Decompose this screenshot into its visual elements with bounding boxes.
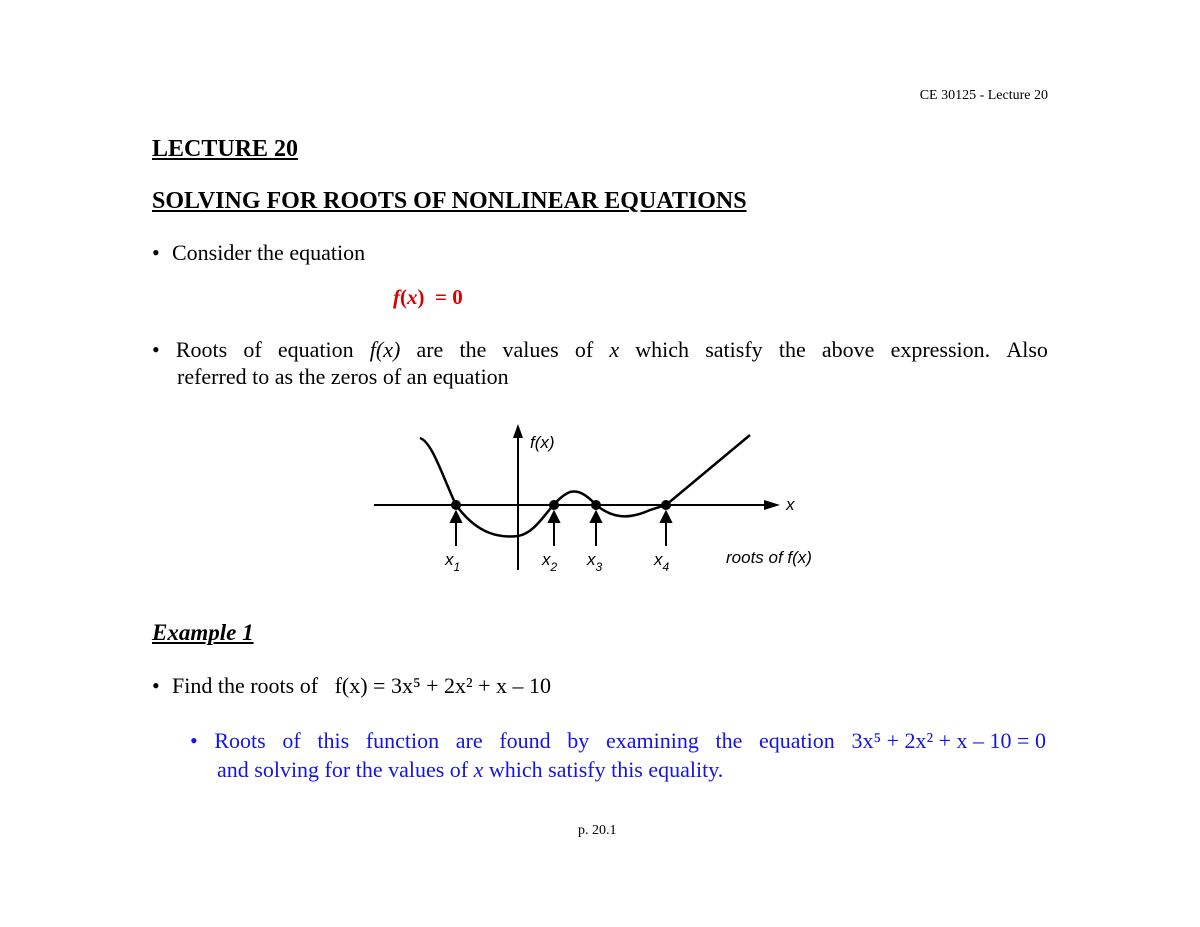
word: function — [365, 728, 440, 753]
bullet-consider — [152, 240, 365, 266]
word: of — [243, 337, 262, 362]
lecture-title: LECTURE 20 — [152, 136, 299, 162]
root-arrowhead-4 — [661, 512, 671, 522]
find-prefix: Find the roots of — [172, 673, 319, 698]
root-arrowhead-3 — [591, 512, 601, 522]
line2-var: x — [473, 757, 484, 782]
root-arrowhead-1 — [451, 512, 461, 522]
word: values — [502, 337, 559, 362]
x-axis-label: x — [786, 495, 795, 514]
word: by — [567, 728, 590, 753]
line2-prefix: and solving for the values of — [217, 757, 469, 782]
word: the — [715, 728, 743, 753]
word-fx: f(x) — [369, 337, 401, 362]
page-header: CE 30125 - Lecture 20 — [919, 88, 1048, 103]
root-label-2: $x_2$ — [542, 550, 558, 574]
blue-bullet-line2 — [217, 757, 723, 783]
root-label-3: $x_3$ — [587, 550, 603, 574]
roots-caption: roots of f(x) — [726, 548, 812, 567]
word: this — [317, 728, 350, 753]
root-point-4 — [661, 500, 671, 510]
word: found — [499, 728, 551, 753]
function-curve — [420, 435, 750, 536]
word: of — [282, 728, 301, 753]
root-label-4: $x_4$ — [654, 550, 670, 574]
word: of — [574, 337, 594, 362]
root-point-3 — [591, 500, 601, 510]
x-axis-arrow — [764, 500, 780, 510]
bullet-roots-line2: referred to as the zeros of an equation — [177, 364, 509, 389]
eq-rhs: = 0 — [435, 285, 463, 309]
word: are — [416, 337, 444, 362]
word: Also — [1006, 337, 1048, 362]
word: which — [635, 337, 690, 362]
bullet-dot: • — [152, 337, 160, 362]
bullet-dot: • — [152, 240, 160, 265]
eq-function: f — [393, 285, 400, 309]
function-expression: f(x) = 3x⁵ + 2x² + x – 10 — [334, 673, 552, 698]
equation-fx-zero: f(x) = 0 — [393, 285, 463, 309]
word: are — [455, 728, 483, 753]
blue-bullet-line1 — [190, 728, 1046, 754]
bullet-text: Consider the equation — [172, 240, 366, 265]
y-axis-arrow — [513, 424, 523, 438]
word: examining — [605, 728, 699, 753]
lecture-subtitle: SOLVING FOR ROOTS OF NONLINEAR EQUATIONS — [152, 188, 747, 214]
word: equation — [277, 337, 354, 362]
bullet-find-roots — [152, 673, 551, 699]
word: expression. — [890, 337, 991, 362]
word: equation — [759, 728, 835, 753]
example-heading: Example 1 — [152, 620, 254, 645]
root-point-1 — [451, 500, 461, 510]
word: satisfy — [705, 337, 763, 362]
root-label-1: $x_1$ — [445, 550, 461, 574]
line2-suffix: which satisfy this equality. — [488, 757, 724, 782]
word: Roots — [214, 728, 266, 753]
root-arrowhead-2 — [549, 512, 559, 522]
word: above — [821, 337, 875, 362]
bullet-dot: • — [152, 673, 160, 698]
page-number: p. 20.1 — [578, 823, 617, 838]
equation-expression: 3x⁵ + 2x² + x – 10 = 0 — [851, 728, 1046, 753]
y-axis-label: f(x) — [530, 433, 555, 452]
roots-figure — [360, 420, 840, 580]
word: Roots — [175, 337, 228, 362]
bullet-roots-line1 — [152, 337, 1048, 363]
eq-variable: x — [407, 285, 418, 309]
root-point-2 — [549, 500, 559, 510]
word: the — [778, 337, 806, 362]
bullet-dot: • — [190, 728, 198, 753]
word: the — [459, 337, 487, 362]
word-x: x — [609, 337, 620, 362]
